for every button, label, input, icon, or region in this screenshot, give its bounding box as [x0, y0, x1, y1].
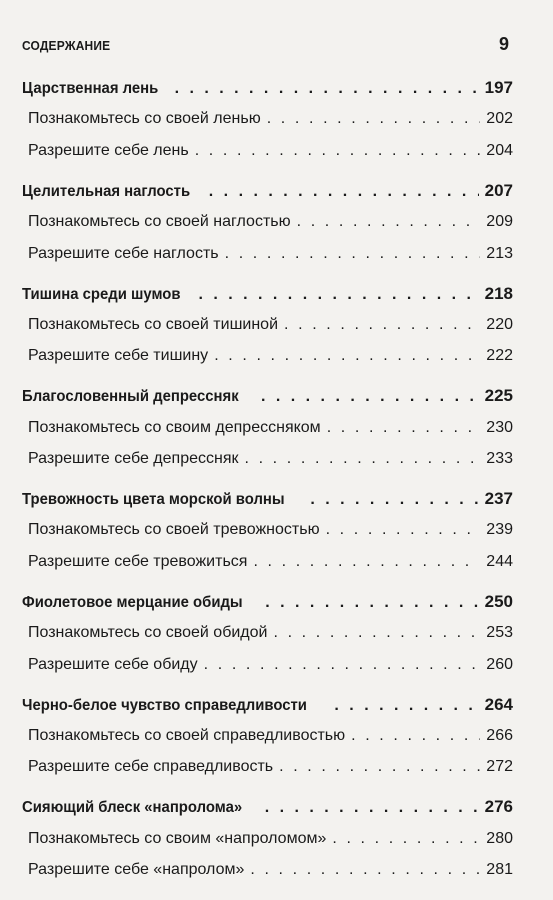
chapter-page-number: 264 [484, 694, 513, 714]
subentry-title: Разрешите себе лень [28, 141, 189, 159]
chapter-title: Фиолетовое мерцание обиды [22, 593, 243, 611]
dot-leader [327, 412, 481, 443]
dot-leader [253, 546, 480, 577]
toc-section [22, 72, 513, 166]
subentry-page-number: 253 [486, 624, 513, 642]
toc-subentry [22, 309, 513, 340]
chapter-title: Черно-белое чувство справедливости [22, 696, 307, 714]
toc-subentry [22, 103, 513, 134]
subentry-title: Познакомьтесь со своей ленью [28, 110, 261, 128]
toc-subentry [22, 649, 513, 680]
chapter-page-number: 197 [484, 78, 513, 97]
dot-leader [250, 854, 480, 885]
subentry-title: Разрешите себе наглость [28, 244, 219, 262]
subentry-title: Разрешите себе депрессняк [28, 450, 239, 468]
subentry-page-number: 220 [486, 315, 513, 333]
dot-leader [209, 176, 479, 207]
dot-leader [175, 73, 479, 104]
toc-chapter-entry [22, 689, 513, 720]
subentry-title: Познакомьтесь со своей наглостью [28, 213, 291, 231]
dot-leader [267, 103, 481, 134]
toc-section [22, 175, 513, 269]
chapter-title: Сияющий блеск «напролома» [22, 799, 243, 817]
subentry-page-number: 260 [486, 655, 513, 673]
toc-section [22, 791, 513, 885]
subentry-page-number: 239 [486, 521, 513, 539]
subentry-page-number: 230 [486, 418, 513, 436]
dot-leader [225, 238, 481, 269]
chapter-title: Благословенный депрессняк [22, 388, 239, 406]
toc-subentry [22, 823, 513, 854]
dot-leader [279, 751, 480, 782]
dot-leader [326, 514, 481, 545]
dot-leader [297, 206, 481, 237]
toc-subentry [22, 617, 513, 648]
subentry-page-number: 281 [486, 861, 513, 879]
subentry-page-number: 209 [486, 213, 513, 231]
chapter-title: Целительная наглость [22, 182, 191, 200]
toc-subentry [22, 340, 513, 371]
toc-subentry [22, 546, 513, 577]
dot-leader [332, 823, 480, 854]
chapter-page-number: 237 [484, 489, 513, 509]
dot-leader [198, 279, 478, 310]
subentry-title: Разрешите себе «напролом» [28, 861, 245, 879]
toc-section [22, 483, 513, 577]
subentry-page-number: 280 [486, 829, 513, 847]
dot-leader [284, 309, 480, 340]
toc-section [22, 380, 513, 474]
subentry-title: Разрешите себе тишину [28, 347, 209, 365]
chapter-page-number: 207 [484, 180, 513, 200]
subentry-page-number: 266 [486, 726, 513, 744]
toc-section [22, 278, 513, 372]
toc-subentry [22, 206, 513, 237]
toc-subentry [22, 135, 513, 166]
dot-leader [265, 792, 479, 823]
dot-leader [195, 135, 481, 166]
toc-subentry [22, 238, 513, 269]
chapter-page-number: 225 [484, 386, 513, 406]
subentry-title: Разрешите себе справедливость [28, 758, 274, 776]
toc-chapter-entry [22, 586, 513, 617]
subentry-page-number: 202 [486, 110, 513, 128]
chapter-page-number: 276 [484, 797, 513, 817]
subentry-page-number: 204 [486, 141, 513, 159]
chapter-page-number: 250 [484, 591, 513, 611]
subentry-title: Познакомьтесь со своей справедливостью [28, 726, 346, 744]
toc-subentry [22, 443, 513, 474]
toc-chapter-entry [22, 278, 513, 309]
dot-leader [334, 690, 478, 721]
running-title: СОДЕРЖАНИЕ [22, 38, 111, 53]
subentry-page-number: 222 [486, 347, 513, 365]
toc-chapter-entry [22, 72, 513, 103]
dot-leader [261, 381, 479, 412]
chapter-page-number: 218 [484, 283, 513, 303]
toc-subentry [22, 854, 513, 885]
subentry-page-number: 244 [486, 552, 513, 570]
toc-chapter-entry [22, 380, 513, 411]
dot-leader [204, 649, 481, 680]
subentry-title: Познакомьтесь со своим «напроломом» [28, 829, 327, 847]
dot-leader [273, 617, 480, 648]
running-head [22, 34, 513, 56]
page-number: 9 [498, 34, 509, 54]
subentry-title: Разрешите себе обиду [28, 655, 198, 673]
toc-chapter-entry [22, 483, 513, 514]
chapter-title: Тишина среди шумов [22, 285, 181, 303]
dot-leader [245, 443, 481, 474]
dot-leader [214, 340, 480, 371]
toc-subentry [22, 412, 513, 443]
subentry-page-number: 272 [486, 758, 513, 776]
dot-leader [310, 484, 478, 515]
toc-section [22, 586, 513, 680]
subentry-title: Познакомьтесь со своим депрессняком [28, 418, 321, 436]
dot-leader [265, 587, 478, 618]
toc-chapter-entry [22, 791, 513, 822]
subentry-title: Познакомьтесь со своей обидой [28, 624, 268, 642]
subentry-title: Разрешите себе тревожиться [28, 552, 248, 570]
table-of-contents [22, 72, 513, 886]
toc-subentry [22, 514, 513, 545]
subentry-title: Познакомьтесь со своей тишиной [28, 315, 279, 333]
chapter-title: Тревожность цвета морской волны [22, 491, 285, 509]
dot-leader [351, 720, 480, 751]
chapter-title: Царственная лень [22, 80, 159, 97]
toc-chapter-entry [22, 175, 513, 206]
toc-subentry [22, 720, 513, 751]
subentry-page-number: 233 [486, 450, 513, 468]
subentry-title: Познакомьтесь со своей тревожностью [28, 521, 320, 539]
subentry-page-number: 213 [486, 244, 513, 262]
toc-subentry [22, 751, 513, 782]
toc-section [22, 689, 513, 783]
